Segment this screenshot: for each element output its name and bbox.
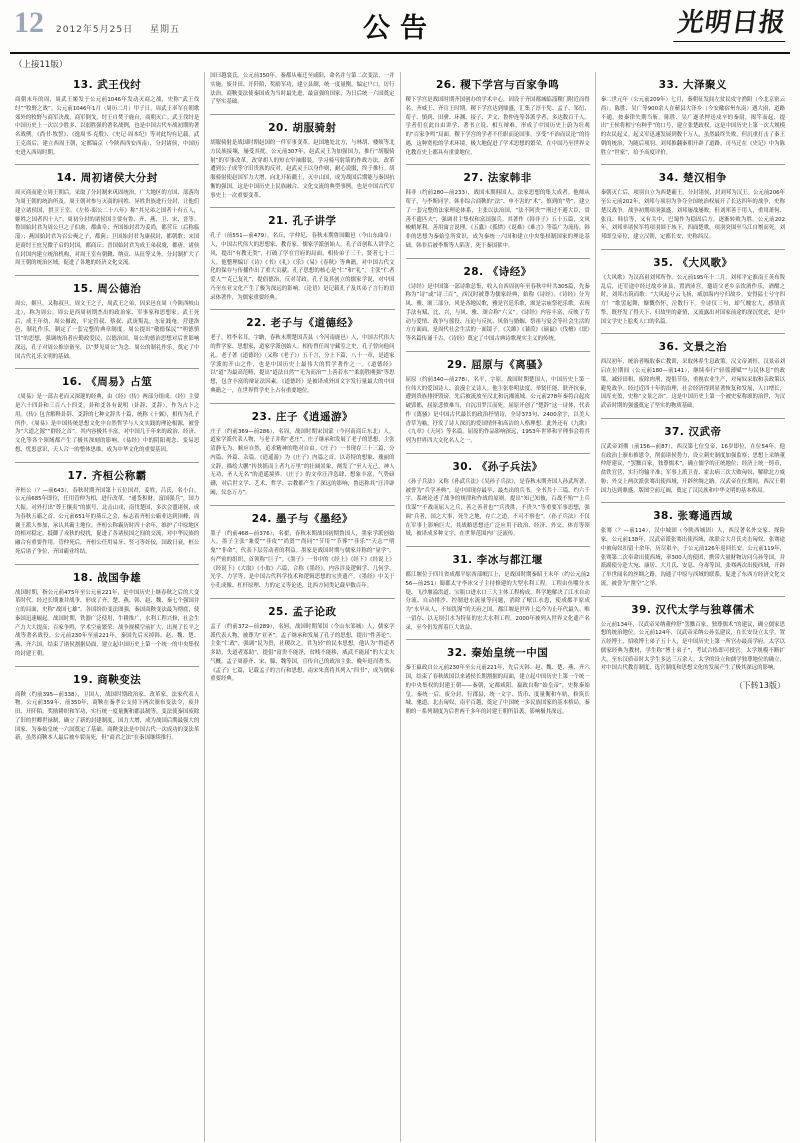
divider (15, 164, 199, 165)
article-body: 《孙子兵法》又称《孙武兵法》《吴孙子兵法》，是春秋末期齐国人孙武所著，被誉为“兵学圣典”，是中国现存最早、最杰出的兵书。全书共十三篇，约六千字，系统论述了战争的规律和作战的原则。提出“知己知彼，百战不殆”“上兵伐谋”“不战而屈人之兵，善之善者也”“兵贵胜，不贵久”等重要军事思想，强调“兵者，国之大事，死生之地，存亡之道，不可不察也”。《孙子兵法》不仅在军事上影响巨大，其战略思想还广泛应用于政治、经济、外交、体育等领域，被译成多种文字，在世界范围内广泛流传。 (405, 478, 590, 538)
article-title: 35. 《大风歌》 (653, 256, 733, 269)
article-title: 25. 孟子论政 (268, 605, 337, 618)
article (601, 255, 785, 327)
column-container (10, 72, 790, 1142)
article-title: 37. 汉武帝 (664, 425, 722, 438)
divider (406, 351, 590, 352)
divider (406, 639, 590, 640)
article-title: 26. 稷下学宫与百家争鸣 (435, 79, 560, 91)
article-body: 老子，姓李名耳，字聃，春秋末期楚国苦县（今河南鹿邑）人，中国古代伟大的哲学家、思想家，道家学派创始人。相传曾任周守藏室之史，孔子曾向他问礼。老子著《道德经》（又称《老子》）五千言，分上下篇，八十一章，是道家学派的开山之作，也是中国历史上最伟大的哲学著作之一。《道德经》以“道”为最高范畴，提出“道法自然”“无为而治”“上善若水”“柔弱胜刚强”等思想，包含丰富的辩证法因素。《道德经》是被译成外国文字发行量最大的中国典籍之一，在世界哲学史上占有重要地位。 (210, 335, 395, 394)
article-body: 秦朝灭亡后，项羽自立为西楚霸王，分封诸侯，封刘邦为汉王。公元前206年至公元前202年，刘邦与项羽为争夺全国统治权展开了长达四年的战争，史称楚汉战争。战争初期项羽强盛，刘邦屡战屡败，但刘邦善于用人，重用萧何、张良、韩信等，又有关中、巴蜀作为稳固后方，逐渐转败为胜。公元前202年，刘邦率诸侯军将项羽围于垓下，四面楚歌，项羽突围至乌江自刎而死。刘邦即皇帝位，建立汉朝，定都长安，史称西汉。 (600, 190, 785, 240)
article (210, 120, 394, 200)
article-title: 17. 齐桓公称霸 (67, 469, 147, 482)
article-title: 32. 秦始皇统一中国 (446, 647, 549, 660)
column-4 (596, 72, 790, 1142)
article (15, 672, 199, 744)
divider (601, 418, 785, 419)
article-title: 16. 《周易》占筮 (61, 376, 153, 389)
divider (15, 666, 199, 667)
divider (15, 564, 199, 565)
article-body: 墨子（约前468—前376），名翟，春秋末期战国初期鲁国人，墨家学派创始人。墨子主张“兼爱”“非攻”“尚贤”“尚同”“节用”“节葬”“非乐”“天志”“明鬼”“非命”，代表下层劳动者的利益。墨家是战国时期与儒家并称的“显学”，有严密的组织，首领称“巨子”。《墨子》一书中的《经上》《经下》《经说上》《经说下》《大取》《小取》六篇，合称《墨经》，内容涉及逻辑学、几何学、光学、力学等，是中国古代科学技术和逻辑思想的宝贵遗产。《墨经》中关于小孔成像、杠杆原理、力的定义等论述，比西方同类记载早数百年。 (210, 530, 395, 589)
article-title: 33. 大泽聚义 (658, 79, 727, 91)
divider (15, 368, 199, 369)
article-title: 14. 周初诸侯大分封 (56, 172, 158, 185)
article (601, 339, 785, 411)
article (406, 552, 590, 632)
article-title: 18. 战国争雄 (72, 571, 142, 584)
article (210, 604, 394, 684)
article (15, 374, 199, 454)
article-body: 齐桓公（？—前643），春秋时期齐国第十五位国君，姜姓，吕氏，名小白。公元前685年即位，任用管仲为相，进行改革，“通货积财，富国强兵”，国力大振。对外打出“尊王攘夷”的旗号，北击山戎，南伐楚国，多次会盟诸侯，成为春秋五霸之首。公元前651年的葵丘之会，标志着齐桓公霸业达到顶峰，周襄王派人参加，承认其霸主地位。齐桓公称霸历时四十余年，维护了中原地区的相对稳定，抵御了戎狄的侵扰，促进了各诸侯国之间的交流，对中华民族的融合有重要作用。管仲死后，齐桓公任用易牙、竖刁等奸佞，国政日衰，桓公死后诸子争位，齐国霸业终结。 (15, 487, 200, 555)
article (15, 281, 199, 361)
article-title: 36. 文景之治 (658, 341, 727, 354)
article (406, 264, 590, 344)
article (601, 170, 785, 242)
article-body: 周公，姬旦，又称叔旦，周文王之子，周武王之弟，因采邑在周（今陕西岐山北），称为周公。周公是西周初期杰出的政治家、军事家和思想家。武王死后，成王年幼，周公摄政，平定管叔、蔡叔、武庚叛乱，东征践奄，营建洛邑，制礼作乐，制定了一套完整的典章制度。周公提出“敬德保民”“明德慎罚”的思想，强调统治者应勤政爱民，以德治国。周公的德治思想对后世影响深远，孔子对周公推崇备至，以“梦见周公”为念。周公的制礼作乐，奠定了中国古代礼乐文明的基础。 (15, 301, 200, 360)
article-title: 39. 汉代太学与独尊儒术 (631, 603, 755, 616)
article-body: 韩非（约前280—前233），战国末期韩国人，法家思想的集大成者。他师从荀子，与李斯同学。韩非综合商鞅的“法”、申不害的“术”、慎到的“势”，建立了一套完整的法家理论体系，主张以法治国，“法不阿贵”“刑过不避大臣，赏善不遗匹夫”，强调君主集权和富国强兵。其著作《韩非子》五十五篇，文风峻峭犀利，善用寓言说理，《五蠹》《孤愤》《说难》《难言》等篇广为流传。韩非的思想为秦始皇所赏识，成为秦统一六国和建立中央集权制国家的理论基础。韩非后被李斯等人陷害，死于秦国狱中。 (405, 190, 590, 249)
divider (601, 596, 785, 597)
article-body: 《周易》是一部古老而又深邃的经典，由《经》《传》两部分组成。《经》主要是六十四卦和三百八十四爻，卦和爻各有说明（卦辞、爻辞），作为占卜之用。《传》包含解释卦辞、爻辞的七种文辞共十篇，统称《十翼》，相传为孔子所作。《周易》是中国传统思想文化中自然哲学与人文实践的理论根源，被誉为“大道之源”“群经之首”。其内容极其丰富，对中国几千年来的政治、经济、文化等各个领域都产生了极其深刻的影响。《易经》中的阴阳观念、变易思想、忧患意识、天人合一的整体思维，成为中华文化的重要基因。 (15, 394, 200, 453)
article (15, 468, 199, 557)
article-title: 21. 孔子讲学 (268, 215, 337, 228)
article-body: 都江堰位于四川省成都平原西部岷江上，是战国时期秦昭王末年（约公元前256—前251）蜀郡太守李冰父子主持修建的大型水利工程。工程由鱼嘴分水堤、飞沙堰溢洪道、宝瓶口进水口三大主体工程构成，科学地解决了江水自动分流、自动排沙、控制进水流量等问题，消除了岷江水患，使成都平原成为“水旱从人，不知饥馑”的天府之国。都江堰是世界上迄今为止年代最久、唯一留存、以无坝引水为特征的宏大水利工程，2000年被列入世界文化遗产名录，至今仍发挥着巨大效益。 (405, 572, 590, 631)
divider (210, 403, 394, 404)
continued-from-note: （上接11版） (14, 60, 68, 70)
divider (210, 207, 394, 208)
divider (406, 453, 590, 454)
divider (210, 114, 394, 115)
article (210, 315, 394, 395)
article-title: 30. 《孙子兵法》 (452, 460, 543, 473)
article-body: 西汉初年，统治者吸取秦亡教训，采取休养生息政策。汉文帝刘恒、汉景帝刘启在位期间（公元前180—前141），继续奉行“轻徭薄赋”“与民休息”的政策，减轻田租，废除肉刑，提倡节俭，重视农业生产，对匈奴采取和亲政策以避免战争。经过近四十年的治理，社会经济得到显著恢复和发展，人口增长，国库充盈，史称“文景之治”。这是中国历史上第一个被史家称颂的治世，为汉武帝时期的强盛奠定了坚实的物质基础。 (600, 359, 785, 409)
article-body: 国曰越裳氏。公元前350年，秦都从雍迁至咸阳，命名并与第二次变法，一并实施。废井田、开阡陌，奖励军功，建立县制，统一度量衡，编定户口，厉行法治。商鞅变法使秦国成为当时最先进、最富强的国家，为日后统一六国奠定了坚实基础。 (210, 73, 395, 106)
divider (601, 249, 785, 250)
masthead (10, 0, 790, 54)
article-body: 秦二世元年（公元前209年）七月，秦朝征发闾左贫民戍守渔阳（今北京密云西），陈胜、吴广等900余人在蕲县大泽乡（今安徽宿州东南）遇大雨，道路不通，按秦律失期当斩。陈胜、吴广遂杀押送戍卒的秦尉，揭竿而起，提出“王侯将相宁有种乎”的口号，建立张楚政权，这是中国历史上第一次大规模的农民起义。起义军迅速发展到数十万人，虽然最终失败，但沉重打击了秦王朝的统治，为随后项羽、刘邦推翻秦朝开辟了道路。司马迁在《史记》中为陈胜立“世家”，给予高度评价。 (600, 97, 785, 156)
article (210, 72, 394, 107)
article (601, 602, 785, 674)
divider (601, 502, 785, 503)
column-2 (205, 72, 400, 1142)
article-body: 稷下学宫是战国时期齐国创办的学术中心，因设于齐国都城临淄稷门附近而得名。齐威王、齐宣王时期，稷下学宫达到鼎盛，汇集了淳于髡、孟子、邹衍、荀子、慎到、田骈、环渊、接子、尹文、鲁仲连等各派学者，多达数百千人。学者们在此自由讲学、著书立说、相互辩难，形成了中国历史上蔚为壮观的“百家争鸣”局面。稷下学宫的学者不任职而论国事，享受“不治而议论”的待遇，这种宽松的学术环境，极大地促进了学术思想的繁荣，在中国乃至世界文化教育史上都具有重要地位。 (405, 97, 590, 156)
section-title: 公告 (363, 13, 437, 44)
column-1 (10, 72, 205, 1142)
article-body: 商鞅（约前395—前338），卫国人，战国时期政治家、改革家，法家代表人物。公元前359年、前350年，商鞅在秦孝公支持下两次颁布变法令，废井田、开阡陌，奖励耕织和军功，实行统一度量衡和郡县制等。变法使秦国废除了旧的世卿世禄制，确立了新的封建制度，国力大增，成为战国后期最强大的国家，为秦始皇统一六国奠定了基础。商鞅变法是中国古代一次成功的变法革新，虽然商鞅本人最后被车裂而死，但“商君之法”在秦国继续推行。 (15, 691, 200, 742)
article-body: 庄子（约前369—前286），名周，战国时期宋国蒙（今河南商丘东北）人，道家学派代表人物，与老子并称“老庄”。庄子继承和发展了老子的思想，主张清静无为、顺应自然，追求精神的绝对自由。《庄子》一书现存三十三篇，分内篇、外篇、杂篇。《逍遥游》为《庄子》内篇之首，以奇特的想象、瑰丽的文辞，描绘大鹏“抟扶摇而上者九万里”的壮阔景象，阐发了“至人无己，神人无功，圣人无名”的逍遥境界。《庄子》的文章汪洋恣肆，想象丰富，气势磅礴，对后世文学、艺术、哲学、宗教都产生了深远的影响，鲁迅称其“汪洋辟阖，仪态万方”。 (210, 428, 395, 496)
article-title: 23. 庄子《逍遥游》 (251, 410, 353, 423)
divider (601, 164, 785, 165)
article-title: 13. 武王伐纣 (72, 79, 142, 91)
article (15, 77, 199, 157)
article-title: 20. 胡服骑射 (268, 122, 337, 134)
article (210, 213, 394, 302)
article-body: 《诗经》是中国第一部诗歌总集，收入自西周初年至春秋中叶共305篇，先秦称为“诗”或“诗三百”，西汉时被尊为儒家经典，始称《诗经》。《诗经》分为风、雅、颂三部分，风是各地民歌，雅是宫廷乐歌，颂是宗庙祭祀乐歌。表现手法有赋、比、兴，与风、雅、颂合称“六义”。《诗经》内容丰富，反映了劳动与爱情、战争与徭役、压迫与反抗、风俗与婚姻、祭祖与宴会等社会生活的方方面面，是周代社会生活的一面镜子。《关雎》《蒹葭》《硕鼠》《伐檀》《氓》等名篇传诵千古，《诗经》奠定了中国古典诗歌现实主义的传统。 (405, 283, 590, 342)
newspaper-brand: 光明日报 (673, 2, 791, 42)
article (406, 645, 590, 717)
article (406, 459, 590, 539)
article-title: 29. 屈原与《离骚》 (446, 358, 549, 371)
article-title: 15. 周公德治 (72, 283, 142, 295)
article-body: 《大风歌》为汉高祖刘邦所作。公元前195年十二月，刘邦平定淮南王英布叛乱后，还军途中经过故乡沛县，置酒沛宫，邀请父老乡亲饮酒作乐，酒酣之时，刘邦击筑而歌：“大风起兮云飞扬，威加海内兮归故乡，安得猛士兮守四方！”歌罢起舞，慷慨伤怀，泣数行下。全诗仅三句，却气魄宏大，感情真挚，既抒发了得天下、归故里的豪情，又流露出对国家前途的深沉忧虑，是中国文学史上脍炙人口的名篇。 (600, 274, 785, 325)
divider (15, 462, 199, 463)
article (15, 170, 199, 268)
article-title: 22. 老子与《道德经》 (246, 317, 359, 330)
article-body: 战国时期，指公元前475年至公元前221年，是中国历史上继春秋之后的大变革时代。经过长期兼并战争，形成了齐、楚、燕、韩、赵、魏、秦七个强国并立的局面，史称“战国七雄”。各国纷纷变法图强，秦国商鞅变法最为彻底，使秦国迅速崛起。战国时期，铁器广泛使用，牛耕推广，水利工程兴修，社会生产力大大提高；百家争鸣，学术空前繁荣；战争规模空前扩大，出现了长平之战等著名战役。公元前230年至前221年，秦国先后灭掉韩、赵、魏、楚、燕、齐六国，结束了诸侯割据局面，建立起中国历史上第一个统一的中央集权的封建王朝。 (15, 589, 200, 657)
divider (210, 505, 394, 506)
issue-weekday: 星期五 (150, 25, 181, 35)
divider (15, 275, 199, 276)
article-body: 孟子（约前372—前289），名轲，战国时期邹国（今山东邹城）人，儒家学派代表人物，被尊为“亚圣”。孟子继承和发展了孔子的思想，提出“性善论”，主张“仁政”，强调“民为贵，社稷次之，君为轻”的民本思想。他认为“得道者多助，失道者寡助”，提倡“富贵不能淫，贫贱不能移，威武不能屈”的大丈夫气概。孟子周游齐、宋、滕、魏等国，宣传自己的政治主张，晚年退而著书。《孟子》七篇，记载孟子的言行和思想，南宋朱熹将其列入“四书”，成为儒家重要经典。 (210, 623, 395, 683)
article-body: 周灭商而建立周王朝后，采取了分封制来巩固统治，广大地区的方国、部落均为周王朝的统治所及。周王朝对参与灭商的同姓、异姓贵族进行分封，让他们建立诸侯国，拱卫王室。《左传·昭公二十八年》称“其兄弟之国者十有五人，姬姓之国者四十人”。周初分封的诸侯国主要有鲁、齐、燕、卫、宋、晋等。鲁国始封君为周公旦之子伯禽，都曲阜；齐国始封君为姜尚，都营丘（后称临淄）；燕国始封君为召公奭之子，都蓟；卫国始封君为康叔封，都朝歌；宋国是商纣王庶兄微子启的封国，都商丘；晋国始封君为成王弟叔虞，都唐。诸侯在封国内建立统治机构，对周王室有朝觐、纳贡、从征等义务。分封制扩大了周王朝的统治区域，促进了各地的经济文化交流。 (15, 190, 200, 267)
article (601, 77, 785, 157)
article-body: 孔子（前551—前479），名丘，字仲尼，春秋末期鲁国陬邑（今山东曲阜）人，中国古代伟大的思想家、教育家，儒家学派创始人。孔子首创私人讲学之风，提出“有教无类”，打破了学在官府的局面，相传弟子三千，贤者七十二人。他整理编订《诗》《书》《礼》《乐》《易》《春秋》等典籍，对中国古代文化的保存与传播作出了重大贡献。孔子思想的核心是“仁”和“礼”，主张“仁者爱人”“克己复礼”，提倡德治，反对苛政。孔子及其创立的儒家学说，对中国乃至东亚文化产生了极为深远的影响。《论语》是记载孔子及其弟子言行的语录体著作，为儒家重要经典。 (210, 233, 395, 301)
page-number: 12 (14, 6, 44, 39)
article (210, 511, 394, 591)
article-title: 27. 法家韩非 (463, 172, 532, 185)
divider (406, 164, 590, 165)
article (406, 357, 590, 446)
article (406, 170, 590, 250)
divider (210, 309, 394, 310)
article (210, 409, 394, 498)
article-body: 胡服骑射是战国时期赵国的一件军事变革。赵国地处北方，与林胡、楼烦等北方民族接壤，屡受其扰。公元前307年，赵武灵王为加强国力，推行“胡服骑射”的军事改革，改穿胡人的短衣窄袖服装，学习骑马射箭的作战方法。改革遭到公子成等守旧贵族的反对，赵武灵王以身作则，耐心说服，终于推行。胡服骑射使赵国军力大增，向北开拓疆土，灭中山国，成为战国后期能与秦国抗衡的强国。这是中国历史上民族融合、文化交流的典型事例，也是中国古代军事史上一次重要变革。 (210, 140, 395, 199)
column-3 (401, 72, 596, 1142)
divider (210, 598, 394, 599)
article-body: 秦王嬴政自公元前230年至公元前221年，先后灭韩、赵、魏、楚、燕、齐六国，结束了春秋战国以来诸侯长期割据的局面，建立起中国历史上第一个统一的中央集权的封建王朝——秦朝，定都咸阳。嬴政自称“始皇帝”，史称秦始皇。秦统一后，废分封，行郡县，统一文字、货币、度量衡和车轨，修筑长城、驰道，北击匈奴，南平百越，奠定了中国统一多民族国家的基本格局。秦朝的一系列制度为后世两千多年的封建王朝所沿袭，影响极其深远。 (405, 665, 590, 715)
continued-to-note: （下转13版） (734, 681, 785, 690)
article-body: 屈原（约前340—前278），名平，字原，战国时期楚国人，中国历史上第一位伟大的爱国诗人、浪漫主义诗人。他主张彰明法度、举贤任能、联齐抗秦，遭到贵族排挤毁谤，先后被流放至汉北和沅湘流域。公元前278年秦将白起攻破郢都，屈原悲愤难当，自沉汨罗江而死。屈原开创了“楚辞”这一诗体，代表作《离骚》是中国古代最长的政治抒情诗，全诗373句、2400余字，以美人香草为喻，抒发了诗人深沉的爱国情怀和高洁的人格理想。此外还有《九歌》《九章》《天问》等名篇。屈原的作品影响深远，1953年世界和平理事会将其列为世界四大文化名人之一。 (405, 376, 590, 444)
article (406, 77, 590, 157)
article-body: 商朝末年的周，周武王姬发于公元前1046年发动灭商之战，史称“武王伐纣”“牧野之战”。公元前1046年1月（周历二月）甲子日，周武王率军在朝歌郊外的牧野与商军决战，商军倒戈，纣王自焚于鹿台，商朝灭亡。武王伐纣是中国历史上一次以少胜多、以弱胜强的著名战例，也是中国古代车战初期的著名战例。《尚书·牧誓》、《逸周书·克殷》、《史记·周本纪》等对此均有记载。武王克商后，建立西周王朝，定都镐京（今陕西西安西南），分封诸侯，中国历史进入西周时期。 (15, 97, 200, 156)
article-title: 19. 商鞅变法 (72, 673, 142, 686)
article-title: 24. 墨子与《墨经》 (251, 512, 353, 525)
article (15, 570, 199, 659)
issue-date: 2012年5月25日 (56, 25, 134, 35)
article (601, 424, 785, 496)
article-title: 38. 张骞通西域 (653, 510, 733, 523)
divider (601, 333, 785, 334)
article (601, 508, 785, 588)
article-title: 28. 《诗经》 (463, 265, 532, 278)
article-body: 汉武帝刘彻（前156—前87），西汉第七位皇帝，16岁即位，在位54年。他在政治上颁布推恩令，削弱诸侯势力，设立刺史制度加强监察；思想上采纳董仲舒建议，“罢黜百家，独尊儒术”，确立儒学的正统地位；经济上统一铸币，盐铁官营，实行均输平准；军事上派卫青、霍去病三次大败匈奴，解除北方威胁；外交上两次派张骞出使西域，开辟丝绸之路。汉武帝在位期间，西汉王朝国力达到鼎盛，版图空前辽阔，奠定了汉民族和中华文明的基本格局。 (600, 443, 785, 494)
divider (406, 546, 590, 547)
article-title: 34. 楚汉相争 (658, 172, 727, 185)
article-title: 31. 李冰与都江堰 (452, 554, 543, 566)
divider (406, 258, 590, 259)
article-body: 张骞（？—前114），汉中城固（今陕西城固）人，西汉著名外交家、探险家。公元前138年，汉武帝派张骞出使西域，欲联合大月氏夹击匈奴。张骞途中被匈奴扣留十余年，历尽艰辛，于公元前126年返回长安。公元前119年，张骞第二次奉命出使西域，率300人的使团，携带大量财物访问乌孙等国，并派副使分赴大宛、康居、大月氏、安息、身毒等国。张骞两次出使西域，开辟了举世闻名的丝绸之路，沟通了中原与西域的联系，促进了东西方经济文化交流，被誉为“凿空”之举。 (600, 528, 785, 587)
article-body: 公元前134年，汉武帝采纳董仲舒“罢黜百家，独尊儒术”的建议，确立儒家思想的统治地位。公元前124年，汉武帝采纳公孙弘建议，在长安设立太学，置五经博士，招收博士弟子五十人，是中国历史上第一所官办最高学府。太学以儒家经典为教材，学生称“博士弟子”，考试合格即可授官。太学规模不断扩大，至东汉质帝时太学生多达三万余人。太学的设立和儒学独尊地位的确立，对中国古代教育制度、选官制度和思想文化的发展产生了极其深远的影响。 (600, 621, 785, 672)
